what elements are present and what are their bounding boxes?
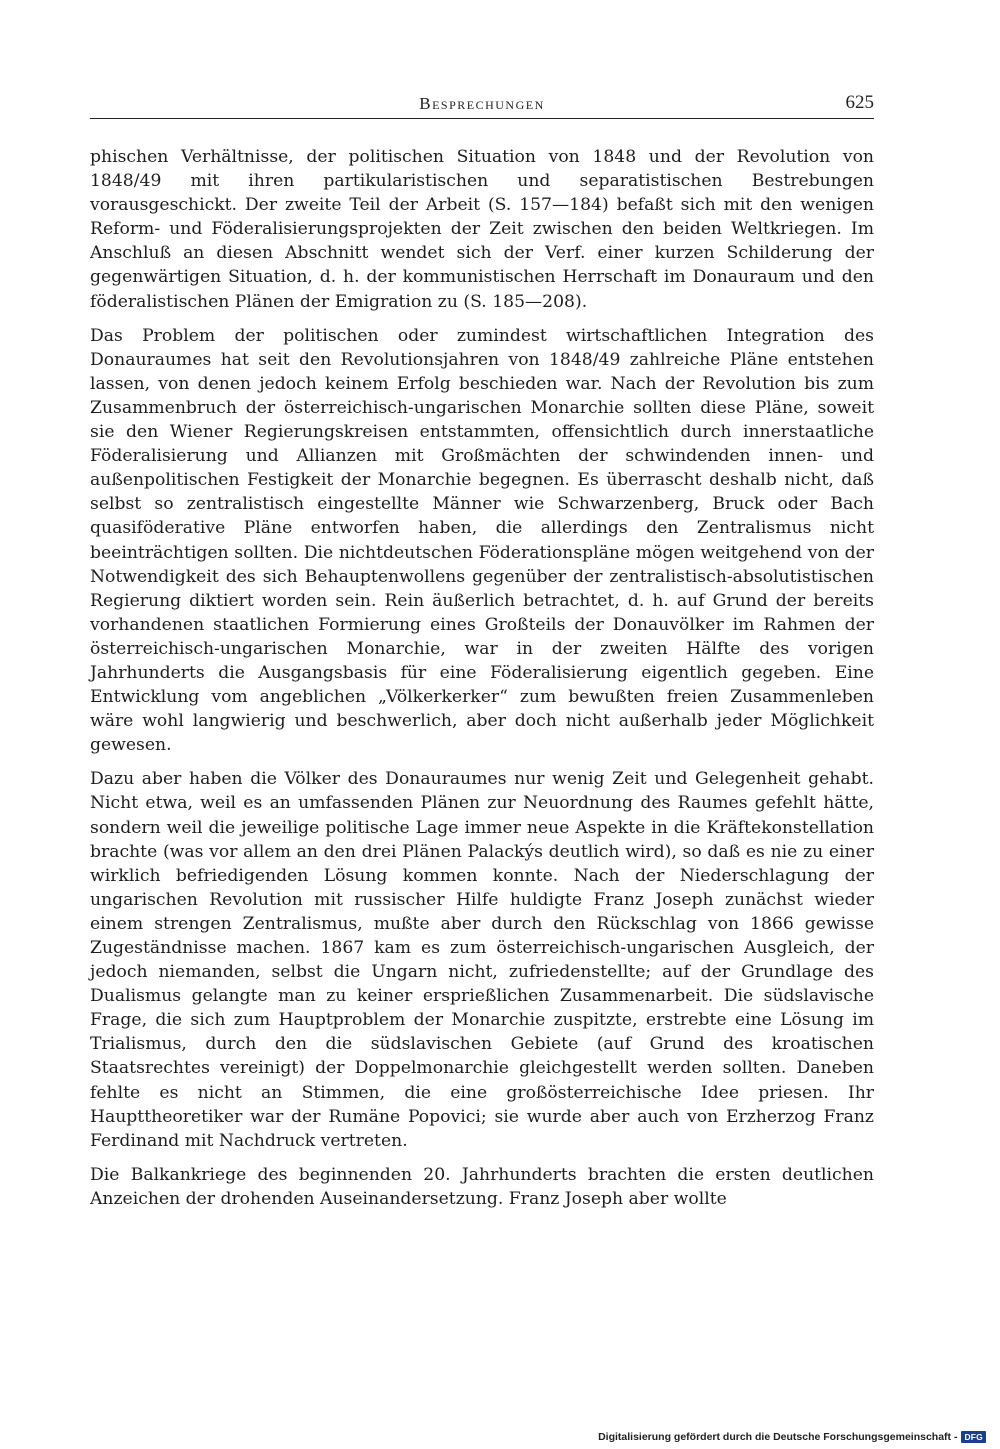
paragraph: Dazu aber haben die Völker des Donauraumes nur wenig Zeit und Gelegenheit gehabt. Nicht etwa, weil es an umfassenden Plänen zur Neuordnung des Raumes gefehlt hätte, sondern weil die jeweilige politische Lage immer neue Aspekte in die Kräftekonstellation brachte (was vor allem an den drei Plänen Palackýs deutlich wird), so daß es nie zu einer wirklich befriedigenden Lösung kommen konnte. Nach der Niederschlagung der ungarischen Revolution mit russischer Hilfe huldigte Franz Joseph zunächst wieder einem strengen Zentralismus, mußte aber durch den Rückschlag von 1866 gewisse Zugeständnisse machen. 1867 kam es zum österreichisch-ungarischen Ausgleich, der jedoch niemanden, selbst die Ungarn nicht, zufriedenstellte; auf der Grundlage des Dualismus gelangte man zu keiner ersprießlichen Zusammenarbeit. Die südslavische Frage, die sich zum Hauptproblem der Monarchie zuspitzte, erstrebte eine Lösung im Trialismus, durch den die südslavischen Gebiete (auf Grund des kroatischen Staatsrechtes vereinigt) der Doppelmonarchie gleichgestellt werden sollten. Daneben fehlte es nicht an Stimmen, die eine großösterreichische Idee priesen. Ihr Haupttheoretiker war der Rumäne Popovici; sie wurde aber auch von Erzherzog Franz Ferdinand mit Nachdruck vertreten.: [90, 769, 874, 1151]
digitization-footer: [598, 1431, 986, 1443]
running-title: Besprechungen: [419, 94, 545, 113]
dfg-logo-icon: DFG: [961, 1431, 986, 1443]
paragraph: Das Problem der politischen oder zumindest wirtschaftlichen Integration des Donauraumes hat seit den Revolutionsjahren von 1848/49 zahlreiche Pläne entstehen lassen, von denen jedoch keinem Erfolg beschieden war. Nach der Revolution bis zum Zusammenbruch der österreichisch-ungarischen Monarchie sollten diese Pläne, soweit sie den Wiener Regierungskreisen entstammten, offensichtlich durch innerstaatliche Föderalisierung und Allianzen mit Großmächten der schwindenden innen- und außenpolitischen Festigkeit der Monarchie begegnen. Es überrascht deshalb nicht, daß selbst so zentralistisch eingestellte Männer wie Schwarzenberg, Bruck oder Bach quasiföderative Pläne entworfen haben, die allerdings den Zentralismus nicht beeinträchtigen sollten. Die nichtdeutschen Föderationspläne mögen weitgehend von der Notwendigkeit des sich Behauptenwollens gegenüber der zentralistisch-absolutistischen Regierung diktiert worden sein. Rein äußerlich betrachtet, d. h. auf Grund der bereits vorhandenen staatlichen Formierung eines Großteils der Donauvölker im Rahmen der österreichisch-ungarischen Monarchie, war in der zweiten Hälfte des vorigen Jahrhunderts die Ausgangsbasis für eine Föderalisierung eigentlich gegeben. Eine Entwicklung vom angeblichen „Völkerkerker“ zum bewußten freien Zusammenleben wäre wohl langwierig und beschwerlich, aber doch nicht außerhalb jeder Möglichkeit gewesen.: [90, 325, 874, 756]
paragraph: Die Balkankriege des beginnenden 20. Jahrhunderts brachten die ersten deutlichen Anzeichen der drohenden Auseinandersetzung. Franz Joseph aber wollte: [90, 1164, 874, 1209]
footer-credit: Digitalisierung gefördert durch die Deutsche Forschungsgemeinschaft -: [598, 1431, 958, 1443]
running-header: [90, 94, 874, 119]
paragraph: phischen Verhältnisse, der politischen Situation von 1848 und der Revolution von 1848/49 mit ihren partikularistischen und separatistischen Bestrebungen vorausgeschickt. Der zweite Teil der Arbeit (S. 157—184) befaßt sich mit den wenigen Reform- und Föderalisierungsprojekten der Zeit zwischen den beiden Weltkriegen. Im Anschluß an diesen Abschnitt wendet sich der Verf. einer kurzen Schilderung der gegenwärtigen Situation, d. h. der kommunistischen Herrschaft im Donauraum und den föderalistischen Plänen der Emigration zu (S. 185—208).: [90, 147, 874, 312]
body-text: [90, 145, 874, 1221]
page-number: 625: [845, 92, 874, 113]
